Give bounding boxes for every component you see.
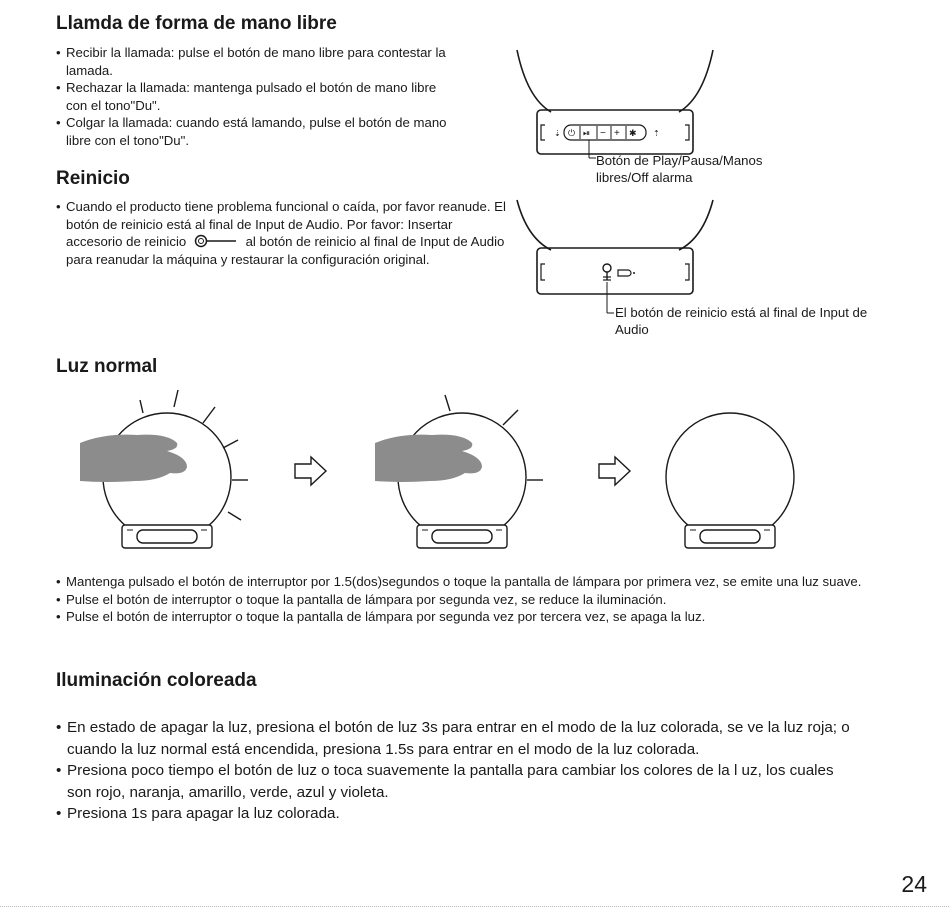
footer-divider (0, 906, 949, 907)
speaker-button-strip-figure (505, 40, 725, 165)
page-number: 24 (901, 871, 927, 897)
list-item (56, 198, 511, 268)
handsfree-button-callout: Botón de Play/Pausa/Manos libres/Off alarma (596, 153, 763, 185)
svg-text:⏻: ⏻ (568, 128, 576, 138)
color-light-list (56, 717, 856, 825)
svg-text:⏯: ⏯ (583, 128, 591, 138)
speaker-reset-port-figure (505, 190, 725, 320)
list-item: • Presiona poco tiempo el botón de luz o toca suavemente la pantalla para cambiar los colores de la l uz, los cuales son rojo, naranja, amarillo, verde, azul y violeta. (56, 760, 856, 803)
svg-text:⇣: ⇣ (554, 129, 561, 138)
color-light-heading: Iluminación coloreada (56, 670, 257, 691)
list-item: • Pulse el botón de interruptor o toque la pantalla de lámpara por segunda vez, se reduce la iluminación. (56, 591, 896, 609)
svg-text:+: + (614, 128, 620, 139)
lamp-touch-dim-figure (370, 385, 545, 555)
handsfree-list (56, 44, 456, 149)
svg-text:−: − (600, 128, 606, 139)
svg-text:✱: ✱ (629, 128, 637, 138)
handsfree-heading: Llamda de forma de mano libre (56, 13, 337, 34)
normal-light-list (56, 573, 896, 626)
reset-button-callout: El botón de reinicio está al final de Input de Audio (615, 305, 868, 337)
lamp-touch-bright-figure (75, 385, 250, 555)
reset-text-part1: Cuando el producto tiene problema funcional o caída, por favor reanude. El botón de reinicio está al final de Input de Audio. Por favor: Insertar accesorio de reinicio (66, 199, 506, 249)
arrow-right-icon (293, 455, 329, 487)
normal-light-heading: Luz normal (56, 356, 158, 377)
arrow-right-icon (597, 455, 633, 487)
list-item: • Mantenga pulsado el botón de interruptor por 1.5(dos)segundos o toque la pantalla de lámpara por primera vez, se emite una luz suave. (56, 573, 896, 591)
svg-text:⇡: ⇡ (653, 129, 660, 138)
reset-heading: Reinicio (56, 168, 130, 189)
list-item: • Recibir la llamada: pulse el botón de mano libre para contestar la lamada. (56, 44, 456, 79)
list-item: • Pulse el botón de interruptor o toque la pantalla de lámpara por segunda vez por tercera vez, se apaga la luz. (56, 608, 896, 626)
list-item: • Presiona 1s para apagar la luz colorada. (56, 803, 856, 825)
list-item: • Colgar la llamada: cuando está lamando, pulse el botón de mano libre con el tono"Du". (56, 114, 456, 149)
lamp-off-figure (640, 385, 815, 555)
reset-list (56, 198, 511, 268)
reset-pin-icon (194, 234, 238, 248)
list-item: • En estado de apagar la luz, presiona el botón de luz 3s para entrar en el modo de la luz colorada, se ve la luz roja; o cuando la luz normal está encendida, presiona 1.5s para entrar en el modo de la luz colorada. (56, 717, 856, 760)
reset-text-part2: al botón de reinicio al final de Input de Audio para reanudar la máquina y restaurar la configuración original. (66, 234, 505, 267)
list-item: • Rechazar la llamada: mantenga pulsado el botón de mano libre con el tono"Du". (56, 79, 456, 114)
